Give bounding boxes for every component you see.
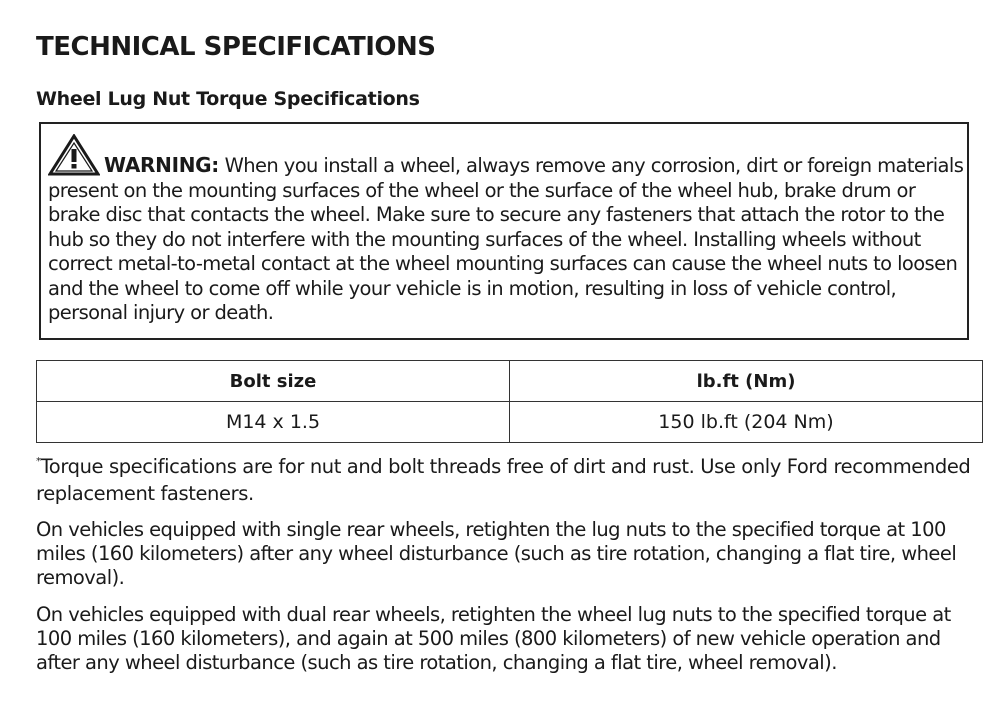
subsection-title: Wheel Lug Nut Torque Specifications [36,88,420,110]
torque-spec-table [36,360,983,443]
column-header-torque: lb.ft (Nm) [510,361,983,402]
paragraph-dual-rear-wheels: On vehicles equipped with dual rear wheels, retighten the wheel lug nuts to the specified torque at 100 miles (160 kilometers), and again at 500 miles (800 kilometers) of new vehicle operation and after any wheel disturbance (such as tire rotation, changing a flat tire, wheel removal). [36,603,951,674]
warning-paragraph [48,134,967,326]
footnote-marker: * [36,456,41,467]
cell-bolt-size: M14 x 1.5 [37,402,510,443]
warning-box [39,122,969,340]
paragraph-single-rear-wheels: On vehicles equipped with single rear wheels, retighten the lug nuts to the specified torque at 100 miles (160 kilometers) after any wheel disturbance (such as tire rotation, changing a flat tire, wheel removal). [36,518,957,589]
table-row [37,402,983,443]
cell-torque-value: 150 lb.ft (204 Nm) [510,402,983,443]
warning-body-text: When you install a wheel, always remove any corrosion, dirt or foreign materials present on the mounting surfaces of the wheel or the surface of the wheel hub, brake drum or brake disc that contacts the wheel. Make sure to secure any fasteners that attach the rotor to the hub so they do not interfere with the mounting surfaces of the wheel. Installing wheels without correct metal-to-metal contact at the wheel mounting surfaces can cause the wheel nuts to loosen and the wheel to come off while your vehicle is in motion, resulting in loss of vehicle control, personal injury or death. [48,154,964,324]
column-header-bolt-size: Bolt size [37,361,510,402]
footnote-text: Torque specifications are for nut and bolt threads free of dirt and rust. Use only Ford recommended replacement fasteners. [36,455,971,505]
table-header-row [37,361,983,402]
warning-triangle-icon [48,134,100,176]
warning-label: WARNING: [104,153,219,177]
footnote [36,453,982,507]
section-title: TECHNICAL SPECIFICATIONS [36,32,436,62]
document-page [36,28,981,674]
